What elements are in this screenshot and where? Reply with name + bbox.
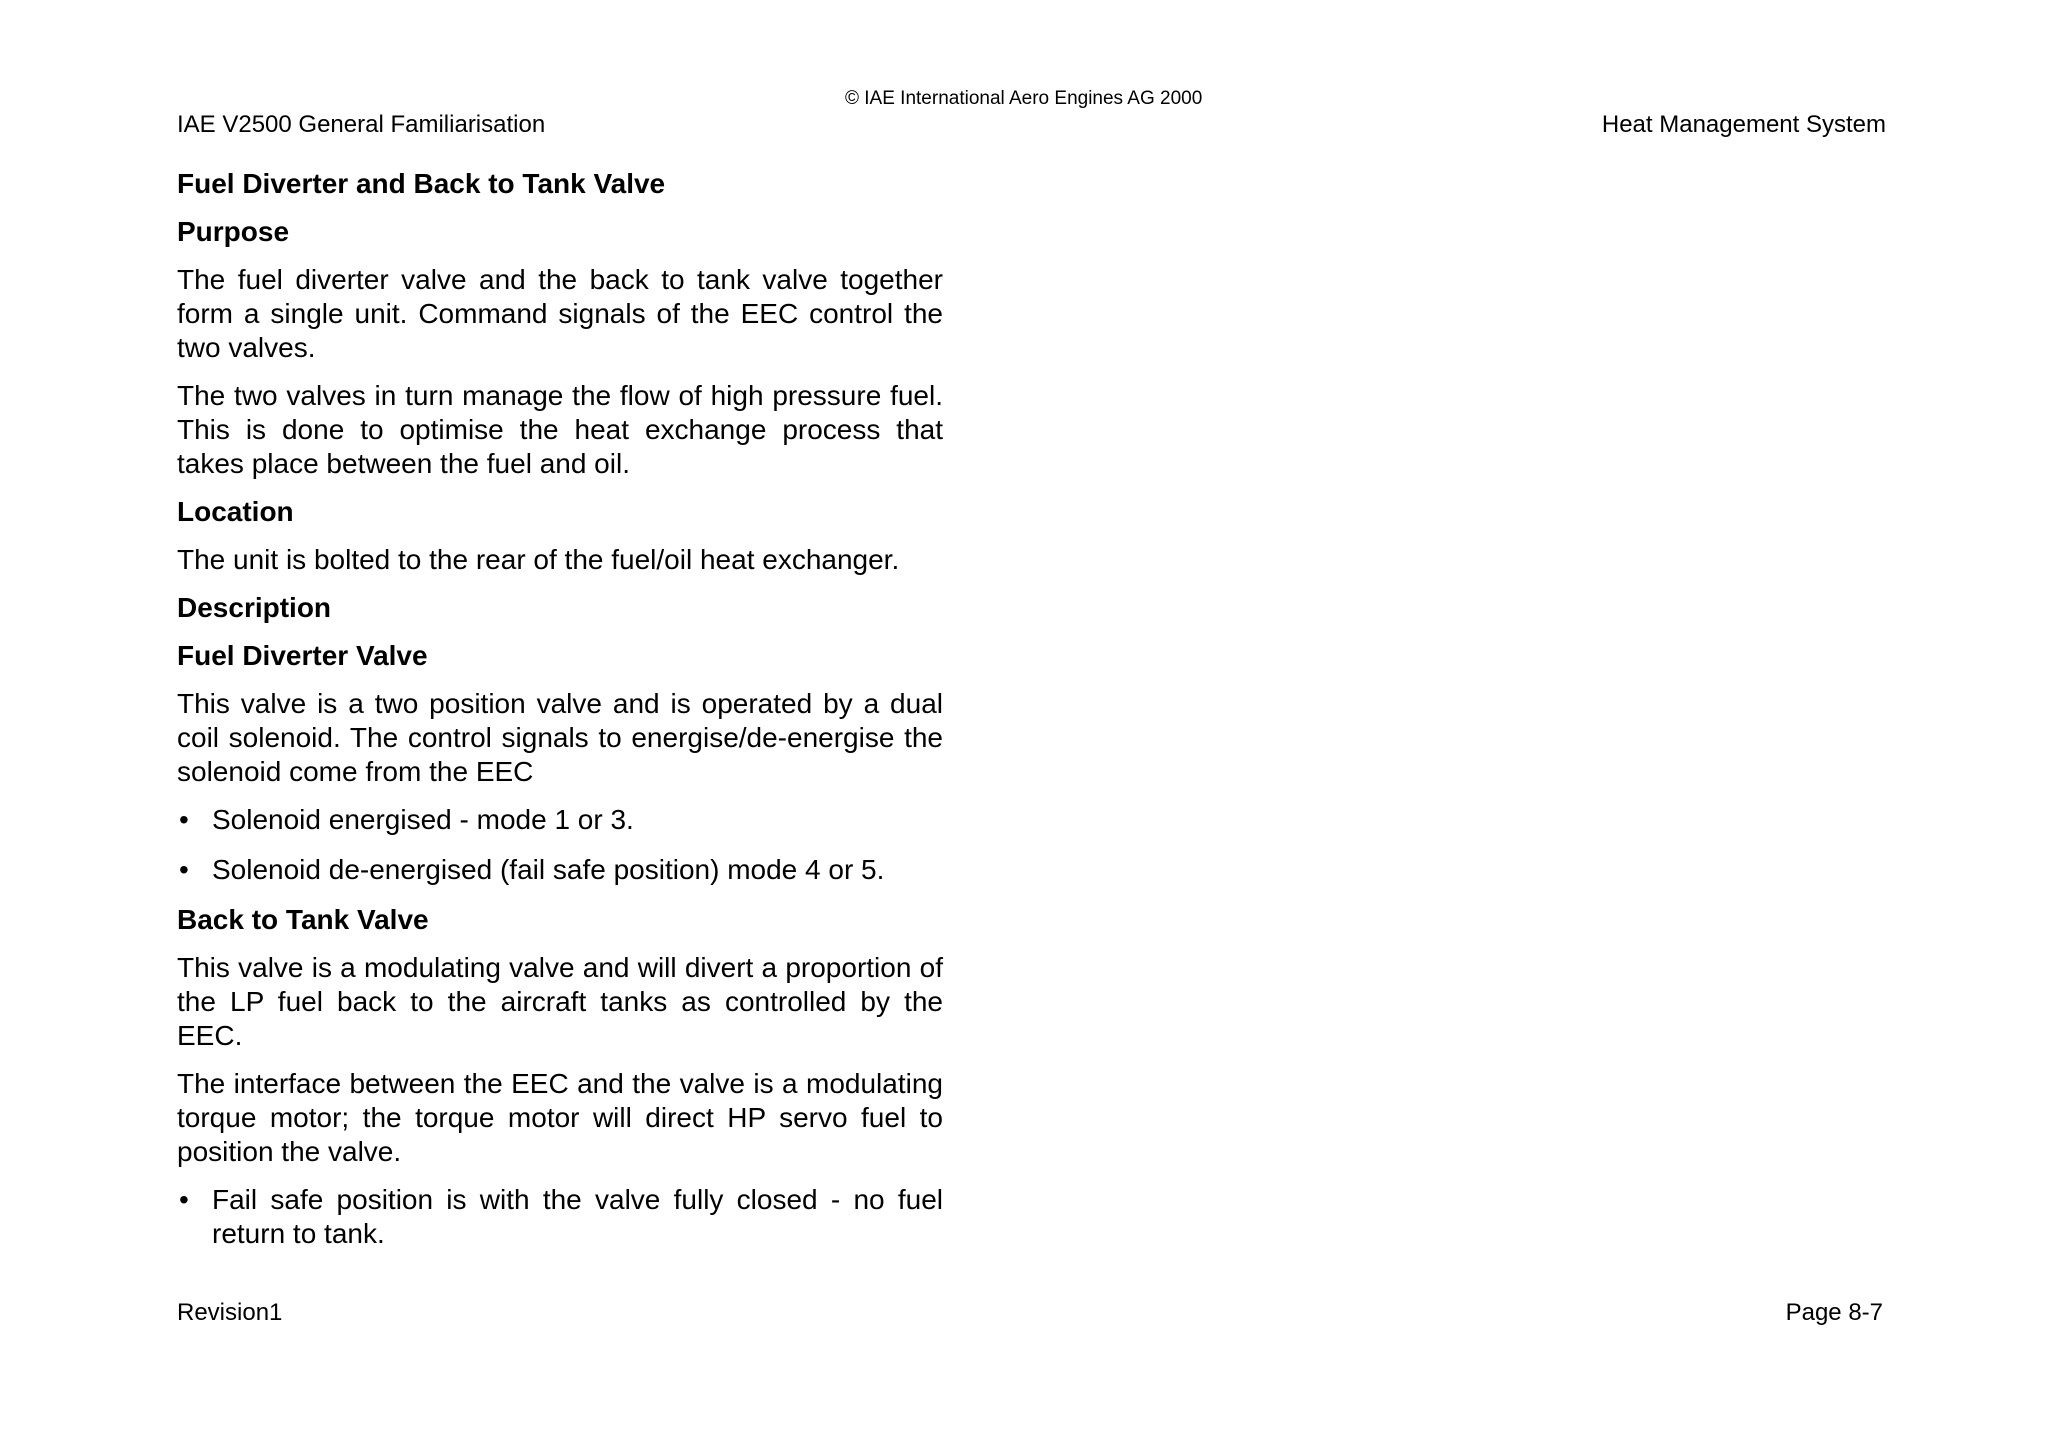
back-to-tank-heading: Back to Tank Valve [177,904,429,935]
page-content [177,167,943,1267]
list-item [177,853,943,887]
diverter-valve-paragraph: This valve is a two position valve and is operated by a dual coil solenoid. The control signals to energise/de-energise the solenoid come from the EEC [177,688,943,787]
back-to-tank-paragraph-2: The interface between the EEC and the valve is a modulating torque motor; the torque motor will direct HP servo fuel to position the valve. [177,1068,943,1167]
section-title: Heat Management System [1601,111,1886,138]
list-item [177,803,943,837]
bullet-icon: • [179,1184,189,1215]
list-item [177,1183,943,1251]
bullet-icon: • [179,804,189,835]
bullet-icon: • [179,854,189,885]
purpose-heading: Purpose [177,216,290,247]
description-heading: Description [177,592,332,623]
location-paragraph: The unit is bolted to the rear of the fuel/oil heat exchanger. [177,544,900,575]
location-heading: Location [177,496,294,527]
list-item-text: Solenoid de-energised (fail safe position) mode 4 or 5. [212,854,885,885]
back-to-tank-paragraph-1: This valve is a modulating valve and will divert a proportion of the LP fuel back to the aircraft tanks as controlled by the EEC. [177,952,943,1051]
revision-label: Revision1 [177,1299,283,1326]
diverter-valve-heading: Fuel Diverter Valve [177,640,428,671]
page-heading: Fuel Diverter and Back to Tank Valve [177,168,666,199]
list-item-text: Fail safe position is with the valve fully closed - no fuel return to tank. [212,1184,943,1249]
list-item-text: Solenoid energised - mode 1 or 3. [212,804,634,835]
document-title: IAE V2500 General Familiarisation [177,111,546,138]
copyright-notice: © IAE International Aero Engines AG 2000 [845,88,1203,109]
purpose-paragraph-2: The two valves in turn manage the flow of high pressure fuel. This is done to optimise the heat exchange process that takes place between the fuel and oil. [177,380,943,479]
purpose-paragraph-1: The fuel diverter valve and the back to tank valve together form a single unit. Command signals of the EEC control the two valves. [177,264,943,363]
page-number: Page 8-7 [1785,1299,1883,1326]
